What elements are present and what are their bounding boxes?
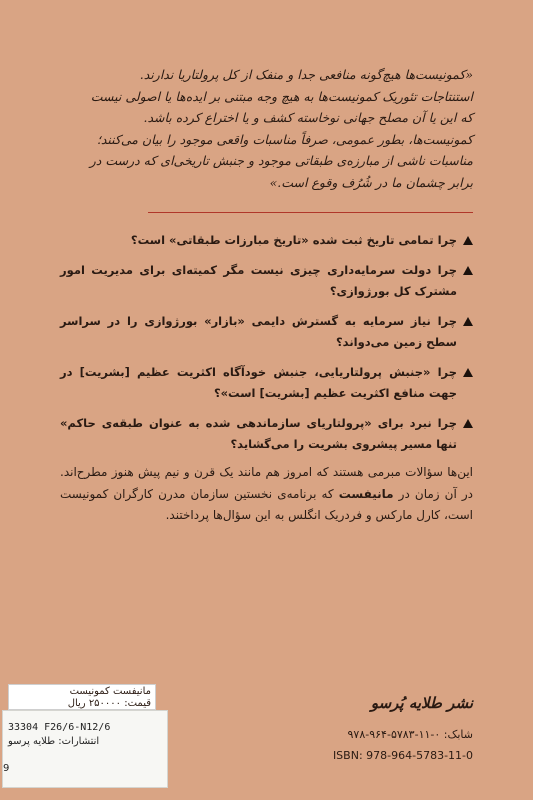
quote-line: استنتاجات تئوریک کمونیست‌ها به هیچ وجه مبتنی بر ایده‌ها یا اصولی نیست [90, 88, 473, 104]
sticker-code: 33304 F26/6-N12/6 [8, 722, 111, 733]
question-text: چرا نیاز سرمایه به گسترش دایمی «بازار» بورژوازی را در سراسر سطح زمین می‌دواند؟ [60, 314, 457, 349]
sticker-publisher: انتشارات: طلایه پرسو [8, 736, 100, 747]
paragraph-text: این‌ها سؤالات مبرمی هستند که امروز هم مانند یک قرن و نیم پیش هنوز مطرح‌اند. در آن زمان در [60, 465, 474, 501]
isbn-persian: شابک: ۰-۱۱-۵۷۸۳-۹۶۴-۹۷۸ [347, 728, 473, 741]
sticker-price: قیمت: ۲۵۰۰۰۰ ریال [67, 698, 151, 709]
list-item [60, 230, 473, 251]
quote-line: «کمونیست‌ها هیچ‌گونه منافعی جدا و منفک از کل پرولتاریا ندارند. [139, 67, 473, 82]
list-item [60, 260, 473, 302]
price-sticker [2, 684, 168, 794]
question-text: چرا «جنبش پرولتاریایی، جنبش خودآگاه اکثریت عظیم [بشریت] در جهت منافع اکثریت عظیم [بشریت] است»؟ [60, 365, 457, 400]
question-list [60, 230, 473, 464]
list-item [60, 311, 473, 353]
list-item [60, 413, 473, 455]
triangle-bullet-icon [463, 419, 473, 428]
question-text: چرا دولت سرمایه‌داری چیزی نیست مگر کمیته‌ای برای مدیریت امور مشترک کل بورژوازی؟ [60, 263, 457, 298]
list-item [60, 362, 473, 404]
sticker-title: مانیفست کمونیست [69, 686, 151, 697]
manifesto-title: مانیفست [338, 486, 394, 501]
quote-line: مناسبات ناشی از مبارزه‌ی طبقاتی موجود و جنبش تاریخی‌ای که درست در [89, 153, 473, 168]
triangle-bullet-icon [463, 368, 473, 377]
question-text: چرا تمامی تاریخ ثبت شده «تاریخ مبارزات طبقاتی» است؟ [130, 233, 457, 247]
quote-line: که این یا آن مصلح جهانی نوخاسته کشف و یا اختراع کرده باشد. [143, 110, 473, 125]
isbn-latin: ISBN: 978-964-5783-11-0 [332, 749, 473, 762]
paragraph-text: که برنامه‌ی نخستین سازمان مدرن کارگران کمونیست است، کارل مارکس و فردریک انگلس به این سؤال‌ها پرداختند. [60, 486, 473, 522]
publisher-name: نشر طلایه پُرسو [370, 694, 473, 712]
sticker-mark: 9 [3, 763, 10, 774]
quote-line: کمونیست‌ها، بطور عمومی، صرفاً مناسبات واقعی موجود را بیان می‌کنند؛ [96, 131, 473, 147]
question-text: چرا نبرد برای «پرولتاریای سازماندهی شده به عنوان طبقه‌ی حاکم» تنها مسیر پیشروی بشریت را می‌گشاید؟ [60, 416, 457, 451]
sticker-label [8, 684, 156, 710]
marx-quote [60, 64, 473, 193]
triangle-bullet-icon [463, 266, 473, 275]
triangle-bullet-icon [463, 317, 473, 326]
triangle-bullet-icon [463, 236, 473, 245]
section-divider [148, 212, 473, 213]
quote-line: برابر چشمان ما در شُرُف وقوع است.» [269, 174, 473, 190]
description-paragraph [60, 462, 473, 527]
